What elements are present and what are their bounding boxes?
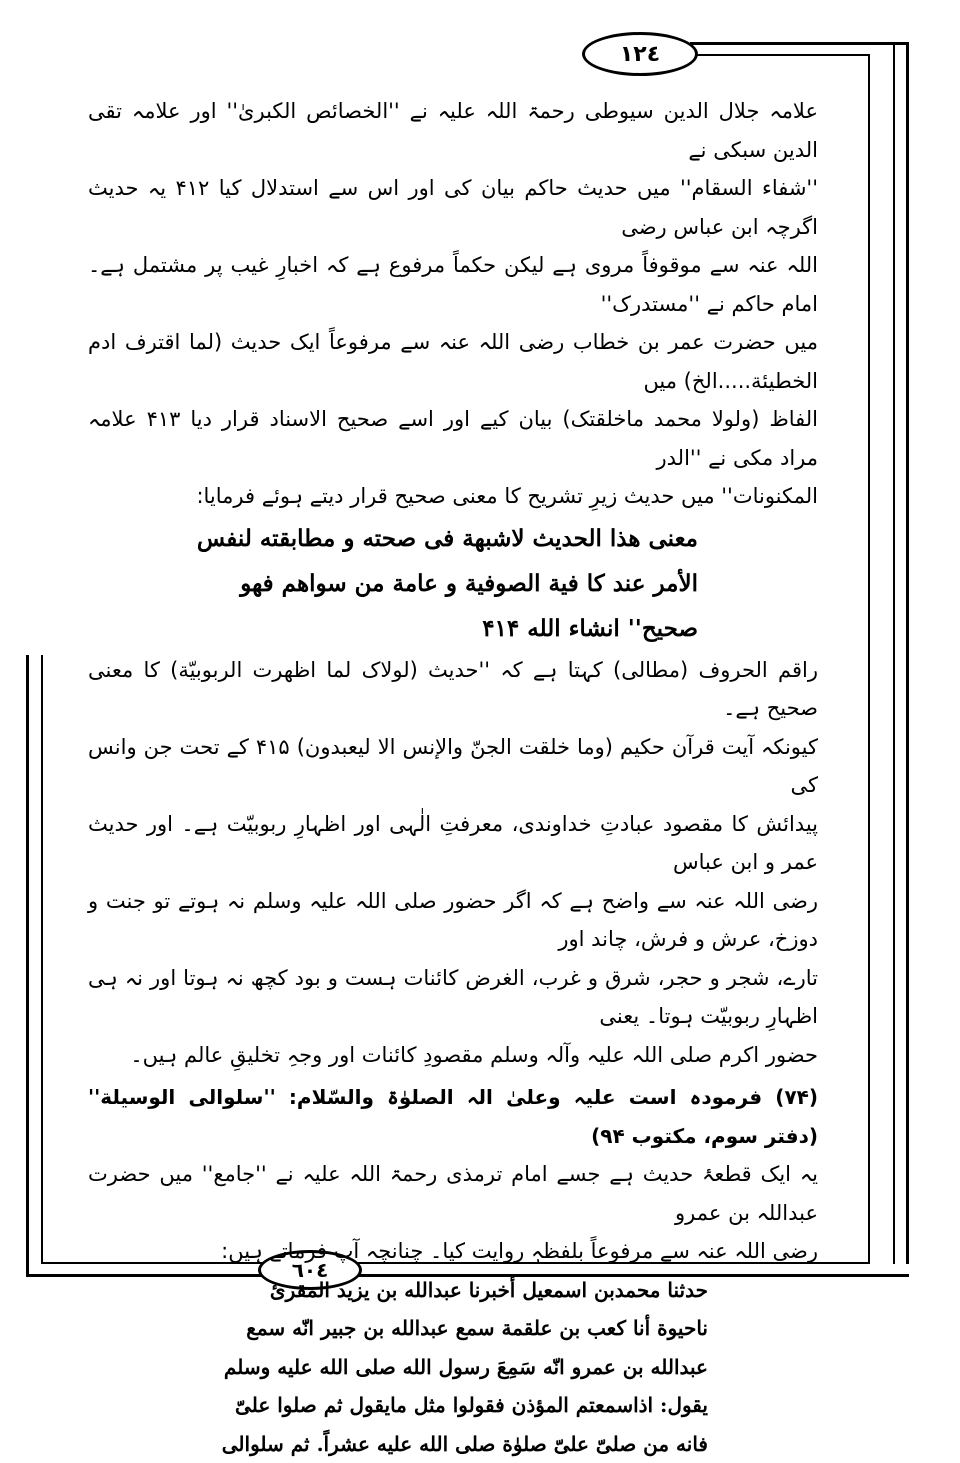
text-line: رضی اللہ عنہ سے واضح ہے کہ اگر حضور صلی اللہ علیہ وسلم نہ ہوتے تو جنت و دوزخ، عرش و فرش، چاند اور <box>88 882 818 959</box>
text-line: المکنونات'' میں حدیث زیرِ تشریح کا معنی صحیح قرار دیتے ہوئے فرمایا: <box>88 477 818 516</box>
text-line: علامہ جلال الدین سیوطی رحمۃ اللہ علیہ نے ''الخصائص الکبریٰ'' اور علامہ تقی الدین سبکی نے <box>88 92 818 169</box>
page-content <box>88 92 818 1463</box>
header-page-label-text: ١٢٤ <box>620 42 660 67</box>
paragraph-1 <box>88 92 818 516</box>
arabic-line: صحیح'' انشاء الله ۴۱۴ <box>88 606 818 651</box>
paragraph-3 <box>88 1155 818 1271</box>
text-line: ''شفاء السقام'' میں حدیث حاکم بیان کی اور اس سے استدلال کیا ۴۱۲ یہ حدیث اگرچہ ابن عباس رضی <box>88 169 818 246</box>
text-line: میں حضرت عمر بن خطاب رضی اللہ عنہ سے مرفوعاً ایک حدیث (لما اقترف ادم الخطیئة.....الخ) میں <box>88 323 818 400</box>
arabic-line: یقول: اذاسمعتم المؤذن فقولوا مثل مایقول ثم صلوا علیّ <box>88 1386 818 1425</box>
text-line: راقم الحروف (مطالی) کہتا ہے کہ ''حدیث (لولاک لما اظهرت الربوبیّة) کا معنی صحیح ہے۔ <box>88 651 818 728</box>
frame-right-inner <box>893 42 895 1264</box>
frame-left-inner <box>41 655 43 1264</box>
frame-right-inner2 <box>868 54 870 1264</box>
arabic-quote-2 <box>88 1271 818 1463</box>
arabic-line: ناحیوة أنا کعب بن علقمة سمع عبدالله بن جبیر انّه سمع <box>88 1309 818 1348</box>
text-line: رضی اللہ عنہ سے مرفوعاً بلفظہٖ روایت کیا۔ چنانچہ آپ فرماتے ہیں: <box>88 1232 818 1271</box>
text-line: پیدائش کا مقصود عبادتِ خداوندی، معرفتِ الٰہی اور اظہارِ ربوبیّت ہے۔ اور حدیث عمر و ابن عباس <box>88 805 818 882</box>
header-page-label <box>582 32 698 76</box>
text-line: اللہ عنہ سے موقوفاً مروی ہے لیکن حکماً مرفوع ہے کہ اخبارِ غیب پر مشتمل ہے۔ امام حاکم نے ''مستدرک'' <box>88 246 818 323</box>
footer-page-number-text: ٦٠٤ <box>292 1258 329 1282</box>
frame-top-line <box>690 42 909 45</box>
arabic-line: معنی هذا الحدیث لاشبهة فی صحته و مطابقته لنفس <box>88 516 818 561</box>
text-line: الفاظ (ولولا محمد ماخلقتک) بیان کیے اور اسے صحیح الاسناد قرار دیا ۴۱۳ علامہ مراد مکی نے ''الدر <box>88 400 818 477</box>
section-heading: (۷۴) فرمودہ است علیہ وعلیٰ الہ الصلوٰۃ والسّلام: ''سلوالی الوسیلة'' (دفتر سوم، مکتوب ۹۴) <box>88 1078 818 1155</box>
arabic-quote-1 <box>88 516 818 651</box>
frame-right-outer <box>906 42 909 1264</box>
frame-left-outer <box>26 655 29 1276</box>
text-line: تارے، شجر و حجر، شرق و غرب، الغرض کائنات ہست و بود کچھ نہ ہوتا اور نہ ہی اظہارِ ربوبیّت ہوتا۔ یعنی <box>88 959 818 1036</box>
text-line: حضور اکرم صلی اللہ علیہ وآلہ وسلم مقصودِ کائنات اور وجہِ تخلیقِ عالم ہیں۔ <box>88 1036 818 1075</box>
arabic-line: عبدالله بن عمرو انّه سَمِعَ رسول الله صلی الله علیه وسلم <box>88 1348 818 1387</box>
text-line: کیونکہ آیت قرآن حکیم (وما خلقت الجنّ والإنس الا لیعبدون) ۴۱۵ کے تحت جن وانس کی <box>88 728 818 805</box>
arabic-line: فانه من صلیّ علیّ صلوٰة صلی الله علیه عشراً. ثم سلوالی <box>88 1425 818 1463</box>
arabic-line: الأمر عند کا فیة الصوفیة و عامة من سواهم فهو <box>88 561 818 606</box>
paragraph-2 <box>88 651 818 1075</box>
arabic-line: حدثنا محمدبن اسمعیل أخبرنا عبدالله بن یزید المقرئ <box>88 1271 818 1310</box>
frame-top-line-inner <box>690 54 870 56</box>
text-line: یہ ایک قطعۂ حدیث ہے جسے امام ترمذی رحمۃ اللہ علیہ نے ''جامع'' میں حضرت عبداللہ بن عمرو <box>88 1155 818 1232</box>
